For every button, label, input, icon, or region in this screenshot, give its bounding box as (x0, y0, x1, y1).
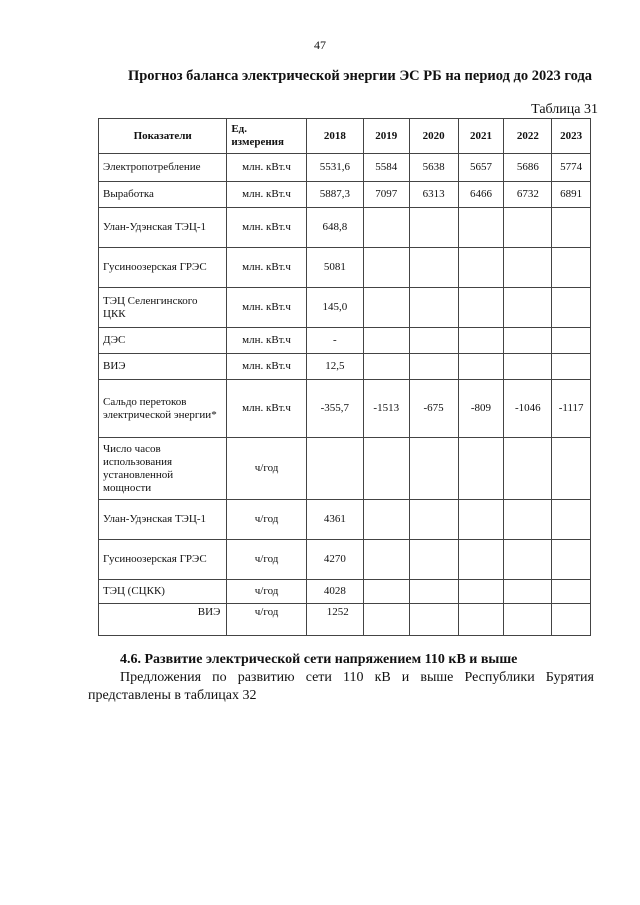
header-unit: Ед. измерения (227, 119, 306, 154)
row-value (458, 500, 504, 540)
row-value (363, 208, 409, 248)
row-value: 5531,6 (306, 154, 363, 182)
row-value: 12,5 (306, 354, 363, 380)
row-value (552, 354, 591, 380)
table-row (99, 154, 591, 182)
row-value (306, 438, 363, 500)
row-value: 4361 (306, 500, 363, 540)
table-row (99, 500, 591, 540)
row-value (504, 354, 552, 380)
row-value: 5584 (363, 154, 409, 182)
row-value (504, 438, 552, 500)
row-value (458, 288, 504, 328)
row-unit: ч/год (227, 540, 306, 580)
row-value (504, 248, 552, 288)
row-value (552, 438, 591, 500)
row-value (458, 438, 504, 500)
row-value (409, 208, 458, 248)
row-unit: млн. кВт.ч (227, 380, 306, 438)
row-value: 1252 (306, 604, 363, 636)
row-name: Сальдо перетоков электрической энергии* (99, 380, 227, 438)
row-unit: ч/год (227, 438, 306, 500)
row-value (552, 328, 591, 354)
row-value (409, 500, 458, 540)
row-value (363, 328, 409, 354)
row-name: ДЭС (99, 328, 227, 354)
row-name: Электропотребление (99, 154, 227, 182)
row-value (409, 540, 458, 580)
row-value (458, 248, 504, 288)
table-row (99, 580, 591, 604)
row-value: 6466 (458, 182, 504, 208)
row-value: 648,8 (306, 208, 363, 248)
row-value (458, 604, 504, 636)
row-value (363, 604, 409, 636)
row-value (552, 288, 591, 328)
row-value (363, 438, 409, 500)
row-unit: млн. кВт.ч (227, 288, 306, 328)
row-value: -809 (458, 380, 504, 438)
row-value: 6313 (409, 182, 458, 208)
row-value (363, 500, 409, 540)
row-value: -1046 (504, 380, 552, 438)
row-value (504, 580, 552, 604)
row-unit: млн. кВт.ч (227, 354, 306, 380)
row-name: Гусиноозерская ГРЭС (99, 248, 227, 288)
row-value (409, 328, 458, 354)
header-year: 2022 (504, 119, 552, 154)
paragraph-line: представлены в таблицах 32 (88, 688, 257, 703)
row-unit: ч/год (227, 604, 306, 636)
balance-table (98, 118, 591, 636)
row-value: -1117 (552, 380, 591, 438)
row-value: 4270 (306, 540, 363, 580)
row-value: 6732 (504, 182, 552, 208)
row-name: Улан-Удэнская ТЭЦ-1 (99, 208, 227, 248)
row-name: ВИЭ (99, 604, 227, 636)
row-value (458, 540, 504, 580)
table-row (99, 328, 591, 354)
row-value (504, 604, 552, 636)
row-value (409, 604, 458, 636)
row-value (458, 328, 504, 354)
row-unit: млн. кВт.ч (227, 154, 306, 182)
row-value: 5887,3 (306, 182, 363, 208)
row-value: 5774 (552, 154, 591, 182)
row-unit: ч/год (227, 500, 306, 540)
table-row (99, 182, 591, 208)
row-value (504, 288, 552, 328)
row-value: 4028 (306, 580, 363, 604)
row-value (363, 248, 409, 288)
header-year: 2023 (552, 119, 591, 154)
row-unit: млн. кВт.ч (227, 182, 306, 208)
row-value: -355,7 (306, 380, 363, 438)
row-value (552, 500, 591, 540)
row-name: Число часов использования установленной мощности (99, 438, 227, 500)
body-paragraph (88, 669, 594, 705)
row-value (504, 328, 552, 354)
row-value (409, 248, 458, 288)
row-value: 6891 (552, 182, 591, 208)
table-row (99, 540, 591, 580)
row-value (552, 604, 591, 636)
row-value: 7097 (363, 182, 409, 208)
row-name: Улан-Удэнская ТЭЦ-1 (99, 500, 227, 540)
row-value (409, 288, 458, 328)
row-name: ВИЭ (99, 354, 227, 380)
page-number: 47 (314, 38, 326, 52)
row-value: -675 (409, 380, 458, 438)
document-title: Прогноз баланса электрической энергии ЭС РБ на период до 2023 года (127, 68, 593, 84)
row-value (458, 208, 504, 248)
row-value (363, 354, 409, 380)
row-name: ТЭЦ Селенгинского ЦКК (99, 288, 227, 328)
table-row (99, 380, 591, 438)
table-row (99, 354, 591, 380)
row-name: Выработка (99, 182, 227, 208)
row-value (552, 540, 591, 580)
row-value: 5657 (458, 154, 504, 182)
row-value (409, 580, 458, 604)
row-value (409, 354, 458, 380)
row-unit: млн. кВт.ч (227, 248, 306, 288)
row-value (363, 580, 409, 604)
row-value: 5686 (504, 154, 552, 182)
row-value: - (306, 328, 363, 354)
table-row (99, 248, 591, 288)
table-row (99, 604, 591, 636)
header-year: 2019 (363, 119, 409, 154)
paragraph-line: Предложения по развитию сети 110 кВ и выше Республики Бурятия (120, 670, 594, 685)
row-value (552, 208, 591, 248)
row-value: 5638 (409, 154, 458, 182)
table-header-row (99, 119, 591, 154)
row-value (458, 354, 504, 380)
table-caption: Таблица 31 (531, 102, 598, 117)
row-value (552, 248, 591, 288)
row-value (363, 540, 409, 580)
header-year: 2021 (458, 119, 504, 154)
row-value (458, 580, 504, 604)
row-value (363, 288, 409, 328)
row-value (504, 540, 552, 580)
header-indicator: Показатели (99, 119, 227, 154)
table-row (99, 208, 591, 248)
row-value (504, 208, 552, 248)
row-unit: млн. кВт.ч (227, 328, 306, 354)
row-unit: ч/год (227, 580, 306, 604)
row-value: 145,0 (306, 288, 363, 328)
row-name: ТЭЦ (СЦКК) (99, 580, 227, 604)
row-unit: млн. кВт.ч (227, 208, 306, 248)
header-year: 2020 (409, 119, 458, 154)
row-value: 5081 (306, 248, 363, 288)
row-value (504, 500, 552, 540)
row-value (552, 580, 591, 604)
table-row (99, 288, 591, 328)
section-heading: 4.6. Развитие электрической сети напряжением 110 кВ и выше (120, 652, 518, 667)
row-value: -1513 (363, 380, 409, 438)
table-row (99, 438, 591, 500)
row-name: Гусиноозерская ГРЭС (99, 540, 227, 580)
header-year: 2018 (306, 119, 363, 154)
row-value (409, 438, 458, 500)
